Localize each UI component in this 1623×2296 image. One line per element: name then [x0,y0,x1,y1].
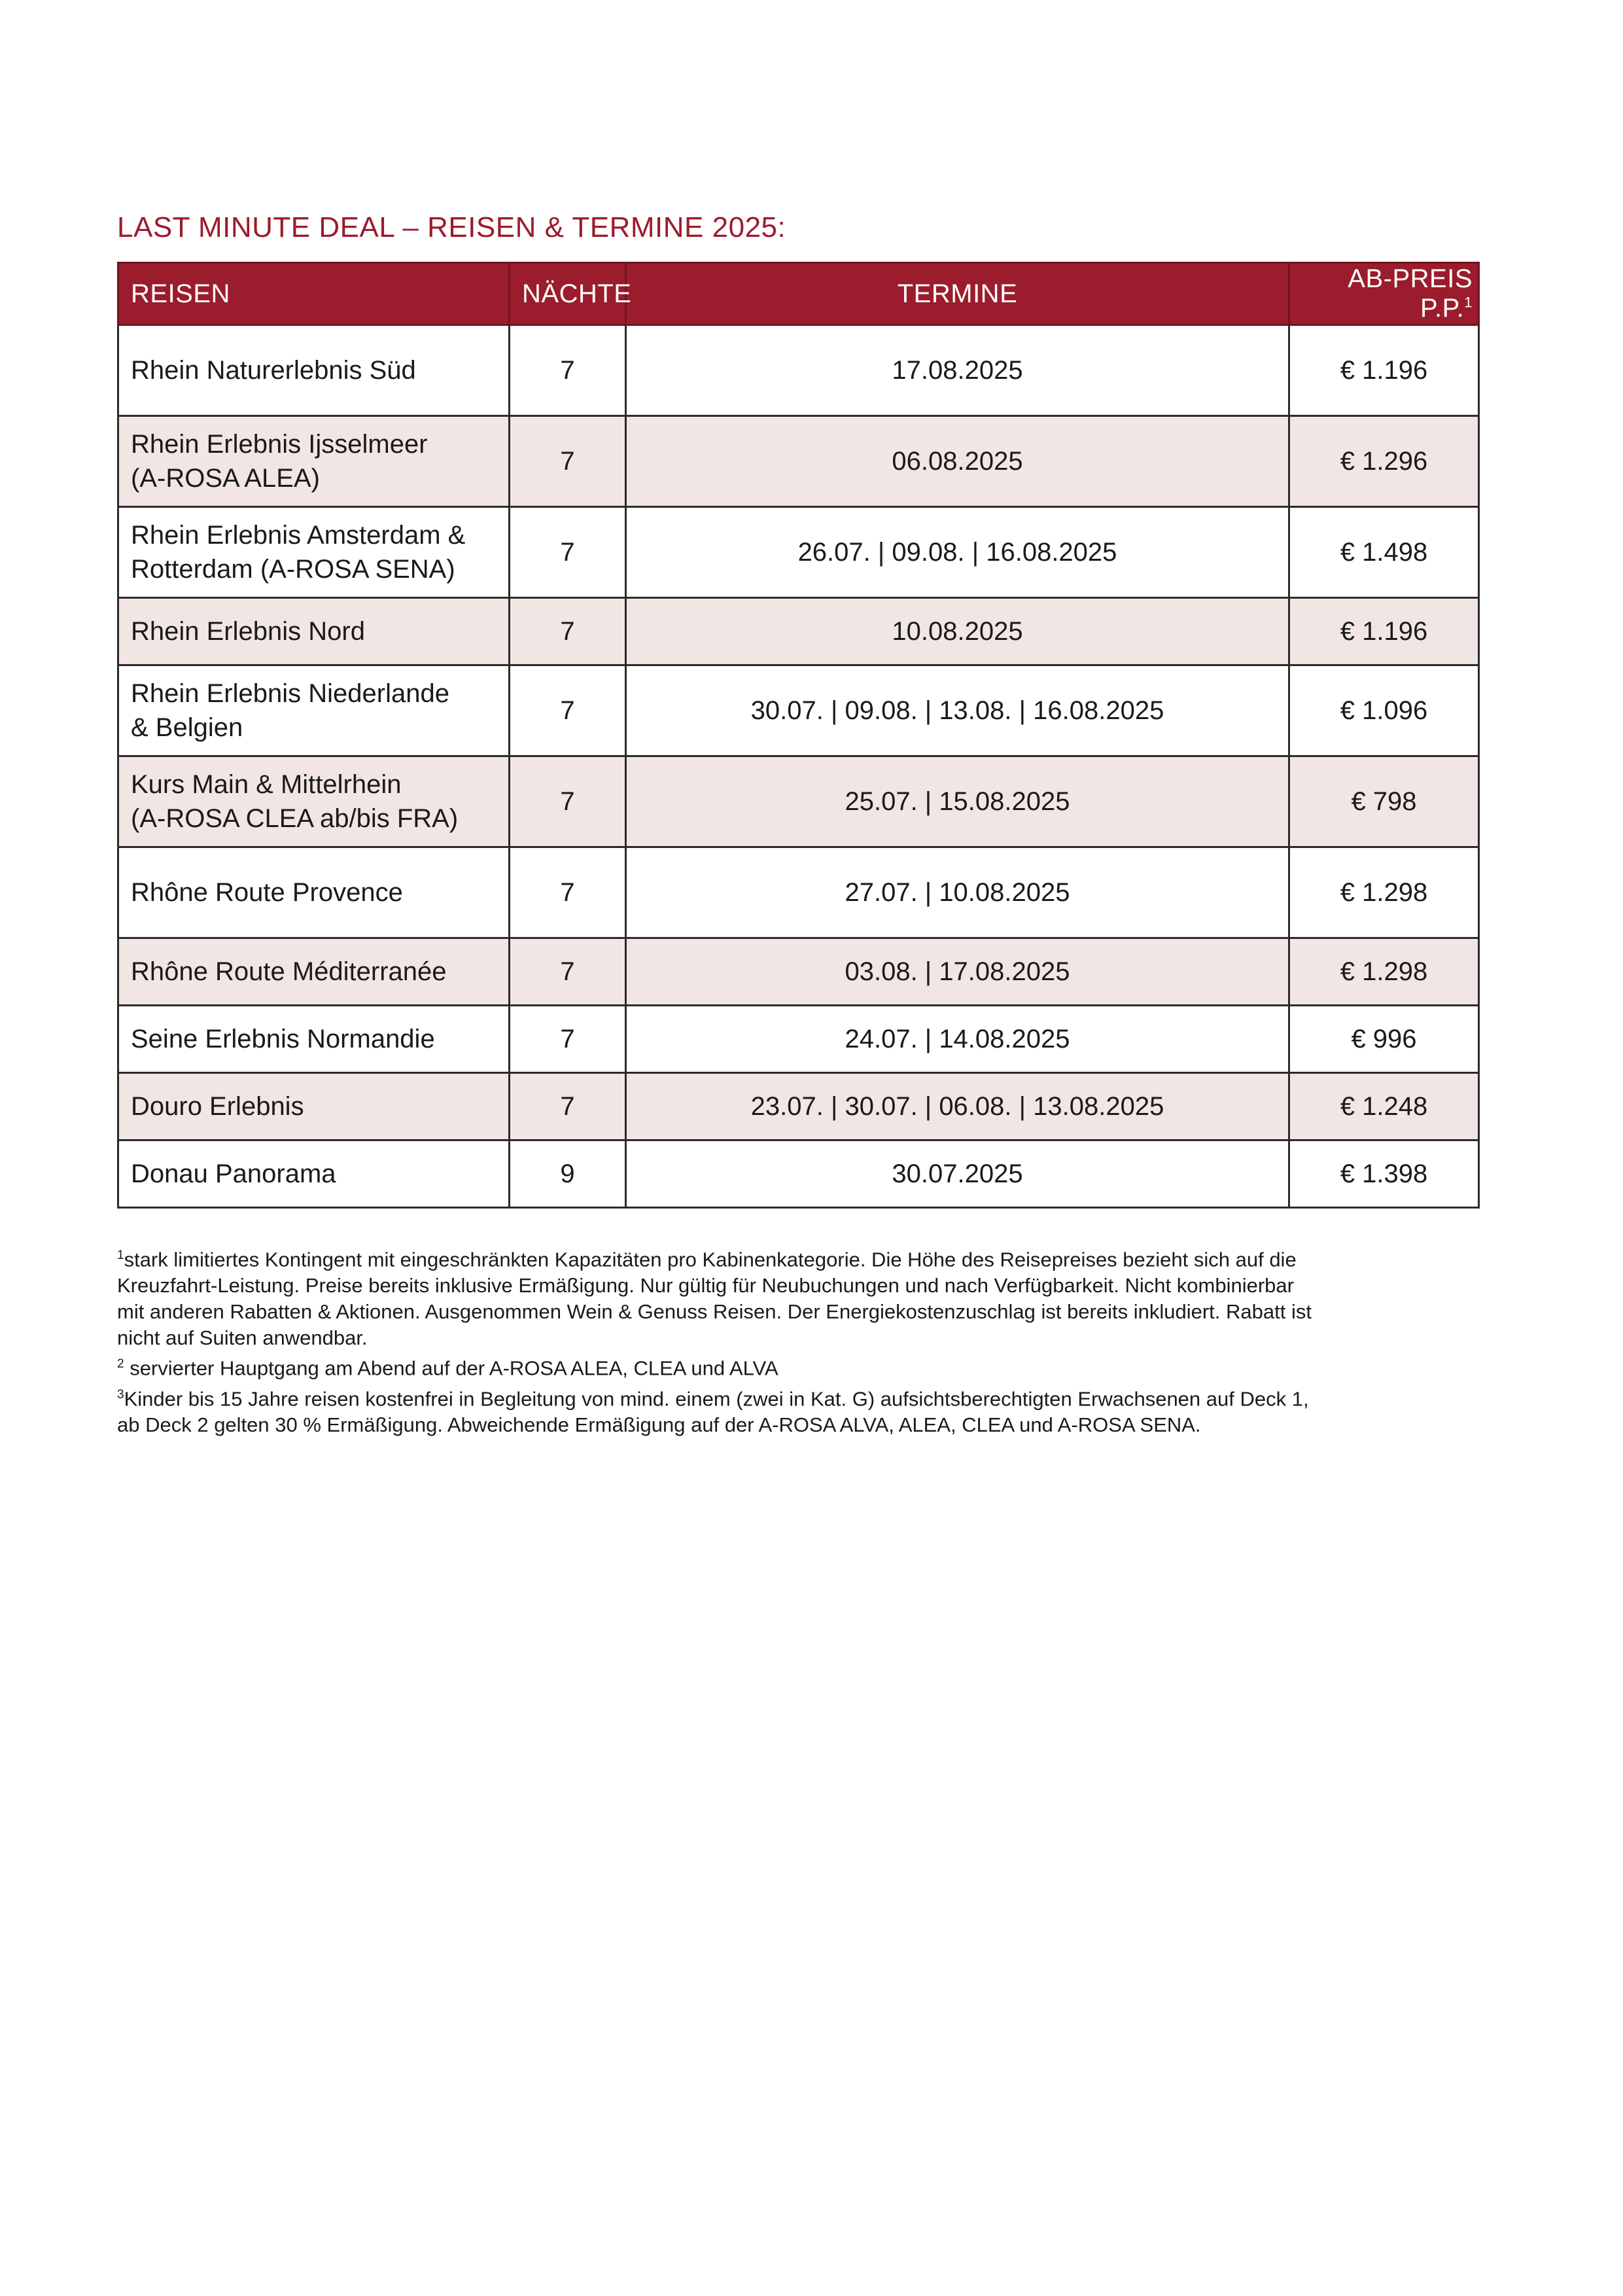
cell-reise [118,938,510,1006]
footnote-marker: 2 [117,1357,124,1371]
cell-preis: € 798 [1289,756,1479,847]
footnotes [117,1243,1484,1438]
cell-reise [118,598,510,665]
table-row [118,598,1479,665]
reise-name-line: Douro Erlebnis [131,1092,304,1121]
cell-reise [118,1140,510,1208]
footnote-text-line: stark limitiertes Kontingent mit eingeschränkten Kapazitäten pro Kabinenkategorie. Die Höhe des Reisepreises bezieht sich auf die [124,1248,1297,1271]
cell-preis: € 1.298 [1289,938,1479,1006]
cell-termine: 17.08.2025 [626,325,1289,416]
footnote-text-line: mit anderen Rabatten & Aktionen. Ausgenommen Wein & Genuss Reisen. Der Energiekostenzuschlag ist bereits inkludiert. Rabatt ist [117,1300,1312,1324]
cell-naechte: 7 [510,938,626,1006]
table-row [118,847,1479,938]
reise-name-line: (A-ROSA CLEA ab/bis FRA) [131,804,459,833]
table-row [118,1140,1479,1208]
cell-reise [118,665,510,756]
cell-preis: € 1.096 [1289,665,1479,756]
table-row [118,1073,1479,1140]
cell-naechte: 7 [510,1073,626,1140]
cell-reise [118,1006,510,1073]
header-preis [1289,263,1479,325]
cell-termine: 24.07. | 14.08.2025 [626,1006,1289,1073]
footnote-text-line: nicht auf Suiten anwendbar. [117,1326,368,1350]
footnote-1 [117,1243,1484,1351]
cell-termine: 23.07. | 30.07. | 06.08. | 13.08.2025 [626,1073,1289,1140]
cell-termine: 03.08. | 17.08.2025 [626,938,1289,1006]
header-preis-label: AB-PREIS P.P. [1348,264,1473,323]
cell-preis: € 1.498 [1289,507,1479,598]
header-preis-footnote-marker: 1 [1464,294,1473,311]
cell-termine: 06.08.2025 [626,416,1289,507]
cell-naechte: 7 [510,507,626,598]
page-title: LAST MINUTE DEAL – REISEN & TERMINE 2025: [117,211,786,243]
cell-termine: 25.07. | 15.08.2025 [626,756,1289,847]
cell-termine: 27.07. | 10.08.2025 [626,847,1289,938]
table-row [118,665,1479,756]
cell-naechte: 7 [510,325,626,416]
cell-reise [118,847,510,938]
footnote-marker: 3 [117,1387,124,1402]
footnote-text-line: servierter Hauptgang am Abend auf der A-ROSA ALEA, CLEA und ALVA [124,1356,778,1380]
header-termine: TERMINE [626,263,1289,325]
cell-preis: € 1.398 [1289,1140,1479,1208]
header-naechte: NÄCHTE [510,263,626,325]
reise-name-line: Kurs Main & Mittelrhein [131,770,402,799]
footnote-text-line: Kreuzfahrt-Leistung. Preise bereits inklusive Ermäßigung. Nur gültig für Neubuchungen und nach Verfügbarkeit. Nicht kombinierbar [117,1274,1294,1298]
cell-preis: € 1.296 [1289,416,1479,507]
cell-reise [118,325,510,416]
table-row [118,756,1479,847]
cell-naechte: 7 [510,416,626,507]
document-page [117,209,1478,1438]
table-row [118,325,1479,416]
cell-termine: 30.07.2025 [626,1140,1289,1208]
cell-preis: € 996 [1289,1006,1479,1073]
cell-termine: 30.07. | 09.08. | 13.08. | 16.08.2025 [626,665,1289,756]
reise-name-line: Rotterdam (A-ROSA SENA) [131,555,455,584]
table-row [118,507,1479,598]
cell-termine: 10.08.2025 [626,598,1289,665]
table-row [118,1006,1479,1073]
reise-name-line: Rhône Route Méditerranée [131,957,447,986]
footnote-3 [117,1382,1484,1438]
reise-name-line: Seine Erlebnis Normandie [131,1025,435,1053]
cell-preis: € 1.196 [1289,598,1479,665]
cell-naechte: 7 [510,847,626,938]
cell-naechte: 9 [510,1140,626,1208]
cell-termine: 26.07. | 09.08. | 16.08.2025 [626,507,1289,598]
reise-name-line: Rhein Erlebnis Amsterdam & [131,521,466,550]
table-body [118,325,1479,1208]
reise-name-line: Donau Panorama [131,1159,336,1188]
footnote-text-line: Kinder bis 15 Jahre reisen kostenfrei in Begleitung von mind. einem (zwei in Kat. G) aufsichtsberechtigten Erwachsenen auf Deck 1, [124,1386,1309,1410]
cell-naechte: 7 [510,598,626,665]
reise-name-line: Rhein Naturerlebnis Süd [131,356,416,385]
footnote-marker: 1 [117,1248,124,1262]
cell-naechte: 7 [510,665,626,756]
cell-preis: € 1.196 [1289,325,1479,416]
reise-name-line: Rhein Erlebnis Niederlande [131,679,449,708]
cell-preis: € 1.298 [1289,847,1479,938]
reise-name-line: Rhône Route Provence [131,878,403,907]
deals-table [117,262,1480,1209]
reise-name-line: Rhein Erlebnis Nord [131,617,365,646]
reise-name-line: (A-ROSA ALEA) [131,464,320,493]
cell-preis: € 1.248 [1289,1073,1479,1140]
cell-reise [118,416,510,507]
cell-reise [118,1073,510,1140]
cell-naechte: 7 [510,756,626,847]
table-row [118,938,1479,1006]
table-header-row [118,263,1479,325]
cell-naechte: 7 [510,1006,626,1073]
cell-reise [118,507,510,598]
cell-reise [118,756,510,847]
table-row [118,416,1479,507]
reise-name-line: & Belgien [131,713,243,742]
reise-name-line: Rhein Erlebnis Ijsselmeer [131,430,428,459]
footnote-2 [117,1351,1484,1381]
header-reisen: REISEN [118,263,510,325]
footnote-text-line: ab Deck 2 gelten 30 % Ermäßigung. Abweichende Ermäßigung auf der A-ROSA ALVA, ALEA, CLEA und A-ROSA SENA. [117,1413,1201,1436]
